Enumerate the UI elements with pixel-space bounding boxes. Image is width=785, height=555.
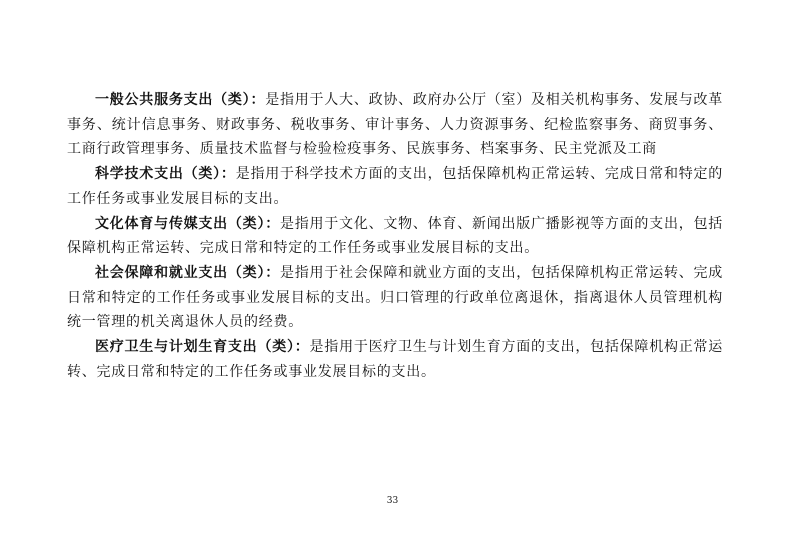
paragraph-culture-sports-media (67, 212, 723, 261)
paragraph-general-public-services (67, 88, 723, 162)
term-definition: 是指用于人大、政协、政府办公厅（室）及相关机构事务、发展与改革事务、统计信息事务、财政事务、税收事务、审计事务、人力资源事务、纪检监察事务、商贸事务、工商行政管理事务、质量技术监督与检验检疫事务、民族事务、档案事务、民主党派及工商 (67, 92, 724, 158)
term-heading: 科学技术支出（类）： (95, 166, 236, 183)
term-heading: 一般公共服务支出（类）： (95, 92, 266, 108)
term-definition: 是指用于文化、文物、体育、新闻出版广播影视等方面的支出，包括保障机构正常运转、完成日常和特定的工作任务或事业发展目标的支出。 (67, 215, 724, 257)
term-definition: 是指用于社会保障和就业方面的支出，包括保障机构正常运转、完成日常和特定的工作任务或事业发展目标的支出。归口管理的行政单位离退休，指离退休人员管理机构统一管理的机关离退休人员的经费。 (67, 264, 724, 331)
term-heading: 文化体育与传媒支出（类）： (95, 215, 280, 232)
term-heading: 社会保障和就业支出（类）： (95, 264, 280, 281)
paragraph-science-technology (67, 162, 723, 211)
page-number: 33 (386, 496, 399, 506)
paragraph-medical-health-family-planning (67, 335, 723, 384)
paragraph-social-security-employment (67, 261, 723, 335)
term-definition: 是指用于科学技术方面的支出，包括保障机构正常运转、完成日常和特定的工作任务或事业发展目标的支出。 (67, 166, 724, 207)
term-heading: 医疗卫生与计划生育支出（类）： (95, 339, 310, 356)
document-body (67, 88, 723, 384)
term-definition: 是指用于医疗卫生与计划生育方面的支出，包括保障机构正常运转、完成日常和特定的工作任务或事业发展目标的支出。 (67, 339, 724, 380)
